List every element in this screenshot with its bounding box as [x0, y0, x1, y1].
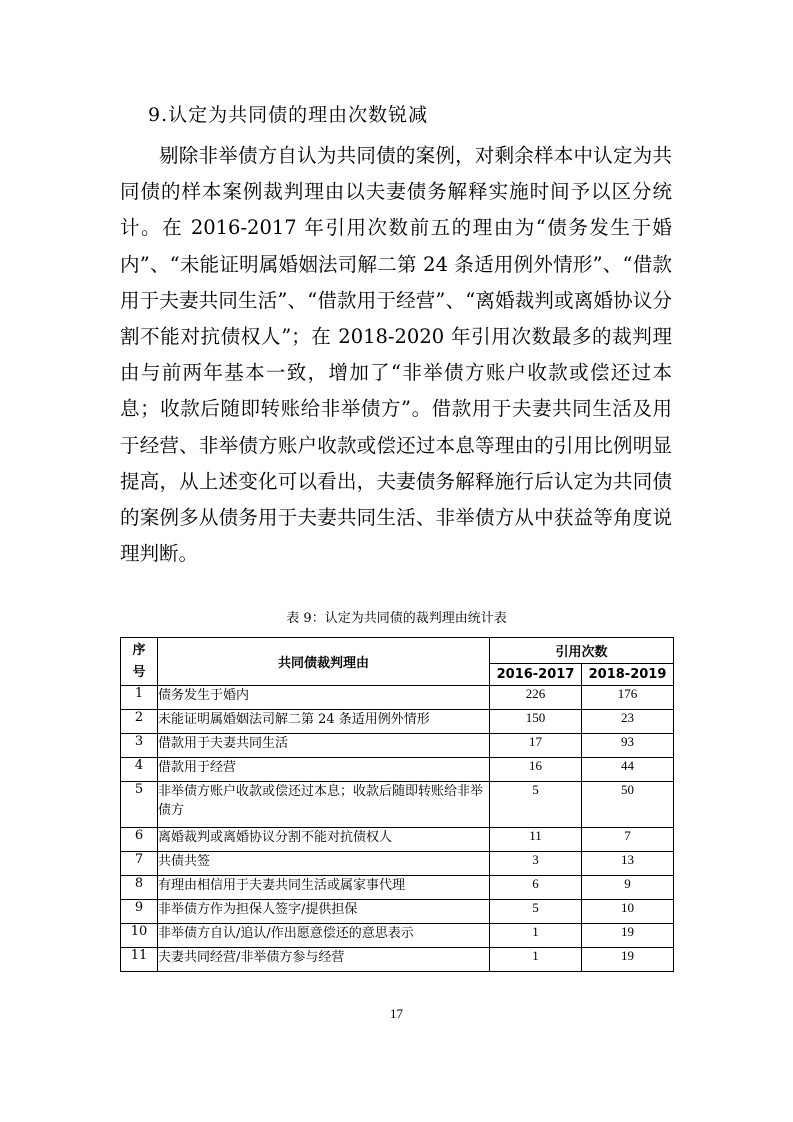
- body-paragraph: 剔除非举债方自认为共同债的案例，对剩余样本中认定为共同债的样本案例裁判理由以夫妻债务解释实施时间予以区分统计。在 2016-2017 年引用次数前五的理由为“债务发生于婚内”、“未能证明属婚姻法司解二第 24 条适用例外情形”、“借款用于夫妻共同生活”、“借款用于经营”、“离婚裁判或离婚协议分割不能对抗债权人”；在 2018-2020 年引用次数最多的裁判理由与前两年基本一致，增加了“非举债方账户收款或偿还过本息；收款后随即转账给非举债方”。借款用于夫妻共同生活及用于经营、非举债方账户收款或偿还过本息等理由的引用比例明显提高，从上述变化可以看出，夫妻债务解释施行后认定为共同债的案例多从债务用于夫妻共同生活、非举债方从中获益等角度说理判断。: [120, 144, 672, 566]
- section-heading: 9.认定为共同债的理由次数锐减: [148, 104, 429, 126]
- row-count-2018-2019: 19: [582, 948, 674, 972]
- row-number: 1: [121, 686, 158, 710]
- row-count-2016-2017: 17: [490, 734, 582, 758]
- row-count-2016-2017: 150: [490, 710, 582, 734]
- row-number: 10: [121, 924, 158, 948]
- row-count-2018-2019: 19: [582, 924, 674, 948]
- row-count-2018-2019: 93: [582, 734, 674, 758]
- row-count-2016-2017: 5: [490, 900, 582, 924]
- row-reason: 有理由相信用于夫妻共同生活或属家事代理: [158, 876, 490, 900]
- row-reason: 非举债方账户收款或偿还过本息；收款后随即转账给非举债方: [158, 782, 490, 828]
- row-count-2018-2019: 50: [582, 782, 674, 828]
- header-reason: 共同债裁判理由: [158, 638, 490, 686]
- table-row: [121, 710, 674, 734]
- table-row: [121, 852, 674, 876]
- row-count-2016-2017: 16: [490, 758, 582, 782]
- row-count-2018-2019: 44: [582, 758, 674, 782]
- row-count-2016-2017: 6: [490, 876, 582, 900]
- row-number: 2: [121, 710, 158, 734]
- row-count-2018-2019: 176: [582, 686, 674, 710]
- row-count-2016-2017: 1: [490, 948, 582, 972]
- header-serial-number-text: 序号: [132, 642, 146, 680]
- row-count-2018-2019: 7: [582, 828, 674, 852]
- table-row: [121, 876, 674, 900]
- row-number: 9: [121, 900, 158, 924]
- table-row: [121, 734, 674, 758]
- row-number: 6: [121, 828, 158, 852]
- header-serial-number: [121, 638, 158, 686]
- row-count-2018-2019: 9: [582, 876, 674, 900]
- row-reason: 借款用于夫妻共同生活: [158, 734, 490, 758]
- table-row: [121, 924, 674, 948]
- header-period-2018-2019: 2018-2019: [582, 664, 674, 686]
- reasons-statistics-table: [120, 637, 674, 972]
- row-reason: 借款用于经营: [158, 758, 490, 782]
- row-reason: 未能证明属婚姻法司解二第 24 条适用例外情形: [158, 710, 490, 734]
- row-reason: 债务发生于婚内: [158, 686, 490, 710]
- row-number: 4: [121, 758, 158, 782]
- row-number: 3: [121, 734, 158, 758]
- row-number: 7: [121, 852, 158, 876]
- row-reason: 非举债方自认/追认/作出愿意偿还的意思表示: [158, 924, 490, 948]
- row-count-2016-2017: 3: [490, 852, 582, 876]
- row-reason: 夫妻共同经营/非举债方参与经营: [158, 948, 490, 972]
- row-number: 8: [121, 876, 158, 900]
- row-count-2018-2019: 13: [582, 852, 674, 876]
- header-citation-count: 引用次数: [490, 638, 674, 664]
- table-row: [121, 686, 674, 710]
- row-count-2016-2017: 226: [490, 686, 582, 710]
- body-paragraph-block: [120, 138, 672, 572]
- row-count-2018-2019: 23: [582, 710, 674, 734]
- row-count-2016-2017: 1: [490, 924, 582, 948]
- table-row: [121, 782, 674, 828]
- header-period-2016-2017: 2016-2017: [490, 664, 582, 686]
- row-count-2016-2017: 11: [490, 828, 582, 852]
- row-number: 11: [121, 948, 158, 972]
- row-reason: 非举债方作为担保人签字/提供担保: [158, 900, 490, 924]
- table-row: [121, 948, 674, 972]
- row-reason: 共债共签: [158, 852, 490, 876]
- table-caption: 表 9：认定为共同债的裁判理由统计表: [286, 611, 507, 626]
- row-count-2016-2017: 5: [490, 782, 582, 828]
- page-number: 17: [390, 1006, 403, 1021]
- table-row: [121, 758, 674, 782]
- table-row: [121, 900, 674, 924]
- row-number: 5: [121, 782, 158, 828]
- table-row: [121, 828, 674, 852]
- row-reason: 离婚裁判或离婚协议分割不能对抗债权人: [158, 828, 490, 852]
- row-count-2018-2019: 10: [582, 900, 674, 924]
